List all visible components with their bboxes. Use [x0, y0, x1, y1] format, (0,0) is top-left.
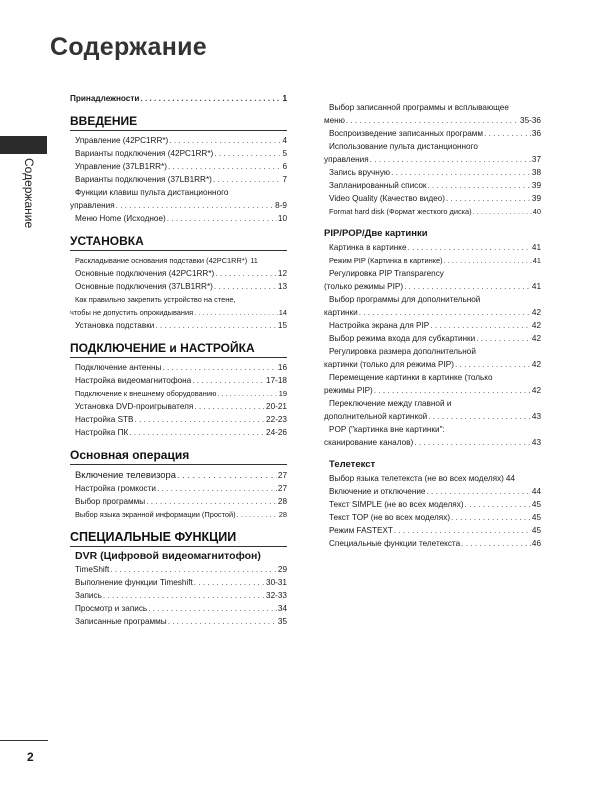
section-heading-install: УСТАНОВКА	[70, 233, 287, 251]
toc-entry[interactable]: Настройка громкости . . . 27	[70, 482, 287, 495]
toc-entry-line1: POP ("картинка вне картинки":	[329, 425, 445, 434]
leader-dots	[177, 468, 277, 481]
leader-dots	[444, 254, 532, 267]
leader-dots	[135, 413, 266, 426]
leader-dots	[455, 358, 531, 371]
leader-dots	[140, 92, 281, 105]
toc-entry[interactable]: режимы PIP) . . . 42	[324, 384, 541, 397]
section-tab-marker	[0, 136, 47, 154]
toc-entry-line1: Переключение между главной и	[329, 399, 452, 408]
leader-dots	[446, 192, 531, 205]
toc-entry[interactable]: Раскладывание основания подставки (42PC1RR*) 11	[75, 256, 258, 265]
leader-dots	[476, 332, 531, 345]
leader-dots	[148, 602, 277, 615]
toc-entry[interactable]: Выполнение функции Timeshift . . . 30-31	[70, 576, 287, 589]
toc-entry[interactable]: Подключение к внешнему оборудованию . . . 19	[70, 387, 287, 400]
toc-entry[interactable]: Включение телевизора . . . 27	[70, 468, 287, 482]
toc-entry[interactable]: Format hard disk (Формат жесткого диска) . . . 40	[324, 205, 541, 218]
leader-dots	[194, 576, 265, 589]
toc-entry[interactable]: Video Quality (Качество видео) . . . 39	[324, 192, 541, 205]
section-heading-intro: ВВЕДЕНИЕ	[70, 113, 287, 131]
leader-dots	[430, 319, 531, 332]
toc-entry-page: 1	[282, 94, 287, 103]
leader-dots	[370, 153, 531, 166]
leader-dots	[129, 426, 265, 439]
leader-dots	[484, 127, 531, 140]
leader-dots	[426, 485, 530, 498]
toc-entry[interactable]: Выбор языка экранной информации (Простой) . . . 28	[70, 508, 287, 521]
toc-column-left	[70, 92, 287, 628]
toc-entry[interactable]: Текст TOP (не во всех моделях) . . . 45	[324, 511, 541, 524]
leader-dots	[169, 134, 281, 147]
toc-entry[interactable]: Установка DVD-проигрывателя . . . 20-21	[70, 400, 287, 413]
toc-entry[interactable]: Режим PIP (Картинка в картинке) . . . 41	[324, 254, 541, 267]
toc-entry-line1: Перемещение картинки в картинке (только	[329, 373, 493, 382]
toc-entry[interactable]: Запись . . . 32-33	[70, 589, 287, 602]
toc-entry[interactable]: Настройка видеомагнитофона . . . 17-18	[70, 374, 287, 387]
side-section-label: Содержание	[22, 158, 36, 229]
toc-entry[interactable]: меню . . . 35-36	[324, 114, 541, 127]
subsection-heading-dvr: DVR (Цифровой видеомагнитофон)	[75, 550, 261, 562]
toc-entry[interactable]: Варианты подключения (37LB1RR*) . . . 7	[70, 173, 287, 186]
toc-entry-line1: Использование пульта дистанционного	[329, 142, 478, 151]
leader-dots	[461, 537, 531, 550]
page-title: Содержание	[50, 33, 208, 61]
leader-dots	[427, 179, 530, 192]
leader-dots	[103, 589, 265, 602]
toc-entry[interactable]: Установка подставки . . . 15	[70, 319, 287, 332]
toc-entry[interactable]: Текст SIMPLE (не во всех моделях) . . . 45	[324, 498, 541, 511]
toc-entry[interactable]: Основные подключения (42PC1RR*) . . . 12	[70, 267, 287, 280]
toc-entry[interactable]: картинки . . . 42	[324, 306, 541, 319]
leader-dots	[359, 306, 531, 319]
toc-entry[interactable]: Варианты подключения (42PC1RR*) . . . 5	[70, 147, 287, 160]
leader-dots	[404, 280, 531, 293]
leader-dots	[414, 436, 531, 449]
section-heading-basic: Основная операция	[70, 447, 287, 465]
toc-entry-line1: Функции клавиш пульта дистанционного	[75, 188, 229, 197]
toc-entry[interactable]: TimeShift . . . 29	[70, 563, 287, 576]
leader-dots	[214, 147, 281, 160]
toc-entry[interactable]: дополнительной картинкой . . . 43	[324, 410, 541, 423]
toc-entry[interactable]: Выбор режима входа для субкартинки . . . 42	[324, 332, 541, 345]
leader-dots	[213, 173, 282, 186]
toc-entry[interactable]: картинки (только для режима PIP) . . . 42	[324, 358, 541, 371]
toc-entry[interactable]: (только режимы PIP) . . . 41	[324, 280, 541, 293]
page-number: 2	[27, 750, 34, 764]
leader-dots	[346, 114, 519, 127]
toc-entry-accessories[interactable]	[70, 92, 287, 105]
leader-dots	[194, 306, 278, 319]
leader-dots	[168, 615, 277, 628]
leader-dots	[155, 319, 277, 332]
leader-dots	[214, 280, 277, 293]
section-heading-connect: ПОДКЛЮЧЕНИЕ и НАСТРОЙКА	[70, 340, 287, 358]
leader-dots	[116, 199, 275, 212]
toc-entry[interactable]: управления . . . 8-9	[70, 199, 287, 212]
toc-entry[interactable]: Подключение антенны . . . 16	[70, 361, 287, 374]
toc-entry[interactable]: Управление (37LB1RR*) . . . 6	[70, 160, 287, 173]
leader-dots	[408, 241, 531, 254]
toc-entry[interactable]: чтобы не допустить опрокидывания . . . 14	[70, 306, 287, 319]
section-heading-special: СПЕЦИАЛЬНЫЕ ФУНКЦИИ	[70, 529, 287, 547]
toc-entry[interactable]: Режим FASTEXT . . . 45	[324, 524, 541, 537]
leader-dots	[168, 160, 282, 173]
leader-dots	[451, 511, 531, 524]
toc-entry[interactable]: Включение и отключение . . . 44	[324, 485, 541, 498]
toc-entry[interactable]: Воспроизведение записанных программ . . . 36	[324, 127, 541, 140]
toc-entry[interactable]: управления . . . 37	[324, 153, 541, 166]
toc-entry-line1: Выбор программы для дополнительной	[329, 295, 481, 304]
leader-dots	[146, 495, 277, 508]
toc-entry-line1: Регулировка размера дополнительной	[329, 347, 476, 356]
leader-dots	[473, 205, 532, 218]
toc-entry[interactable]: Настройка экрана для PIP . . . 42	[324, 319, 541, 332]
toc-entry-label: Принадлежности	[70, 94, 140, 103]
toc-entry[interactable]: Выбор языка телетекста (не во всех моделях) 44	[329, 474, 515, 483]
leader-dots	[217, 387, 277, 400]
leader-dots	[192, 374, 265, 387]
toc-entry[interactable]: Картинка в картинке . . . 41	[324, 241, 541, 254]
leader-dots	[374, 384, 531, 397]
toc-entry[interactable]: Настройка ПК . . . 24-26	[70, 426, 287, 439]
toc-entry[interactable]: Записанные программы . . . 35	[70, 615, 287, 628]
leader-dots	[465, 498, 531, 511]
toc-entry[interactable]: Просмотр и запись . . . 34	[70, 602, 287, 615]
toc-column-right	[324, 101, 541, 550]
toc-entry[interactable]: Выбор программы . . . 28	[70, 495, 287, 508]
toc-entry[interactable]: Специальные функции телетекста . . . 46	[324, 537, 541, 550]
leader-dots	[391, 166, 531, 179]
leader-dots	[162, 361, 276, 374]
leader-dots	[215, 267, 277, 280]
toc-entry[interactable]: Запланированный список . . . 39	[324, 179, 541, 192]
toc-entry-line1: Как правильно закрепить устройство на стене,	[75, 295, 236, 304]
toc-entry[interactable]: Настройка STB . . . 22-23	[70, 413, 287, 426]
toc-entry-line1: Выбор записанной программы и всплывающее	[329, 103, 509, 112]
toc-entry[interactable]: Управление (42PC1RR*) . . . 4	[70, 134, 287, 147]
leader-dots	[194, 400, 265, 413]
leader-dots	[157, 482, 277, 495]
toc-entry[interactable]: Меню Home (Исходное) . . . 10	[70, 212, 287, 225]
footer-rule	[0, 740, 48, 741]
section-heading-pip: PIP/POP/Две картинки	[324, 228, 428, 239]
leader-dots	[110, 563, 277, 576]
section-heading-teletext: Телетекст	[329, 459, 376, 470]
toc-entry[interactable]: Основные подключения (37LB1RR*) . . . 13	[70, 280, 287, 293]
toc-entry[interactable]: Запись вручную . . . 38	[324, 166, 541, 179]
leader-dots	[167, 212, 277, 225]
leader-dots	[428, 410, 531, 423]
toc-entry-line1: Регулировка PIP Transparency	[329, 269, 444, 278]
leader-dots	[237, 508, 278, 521]
leader-dots	[394, 524, 531, 537]
toc-entry[interactable]: сканирование каналов) . . . 43	[324, 436, 541, 449]
